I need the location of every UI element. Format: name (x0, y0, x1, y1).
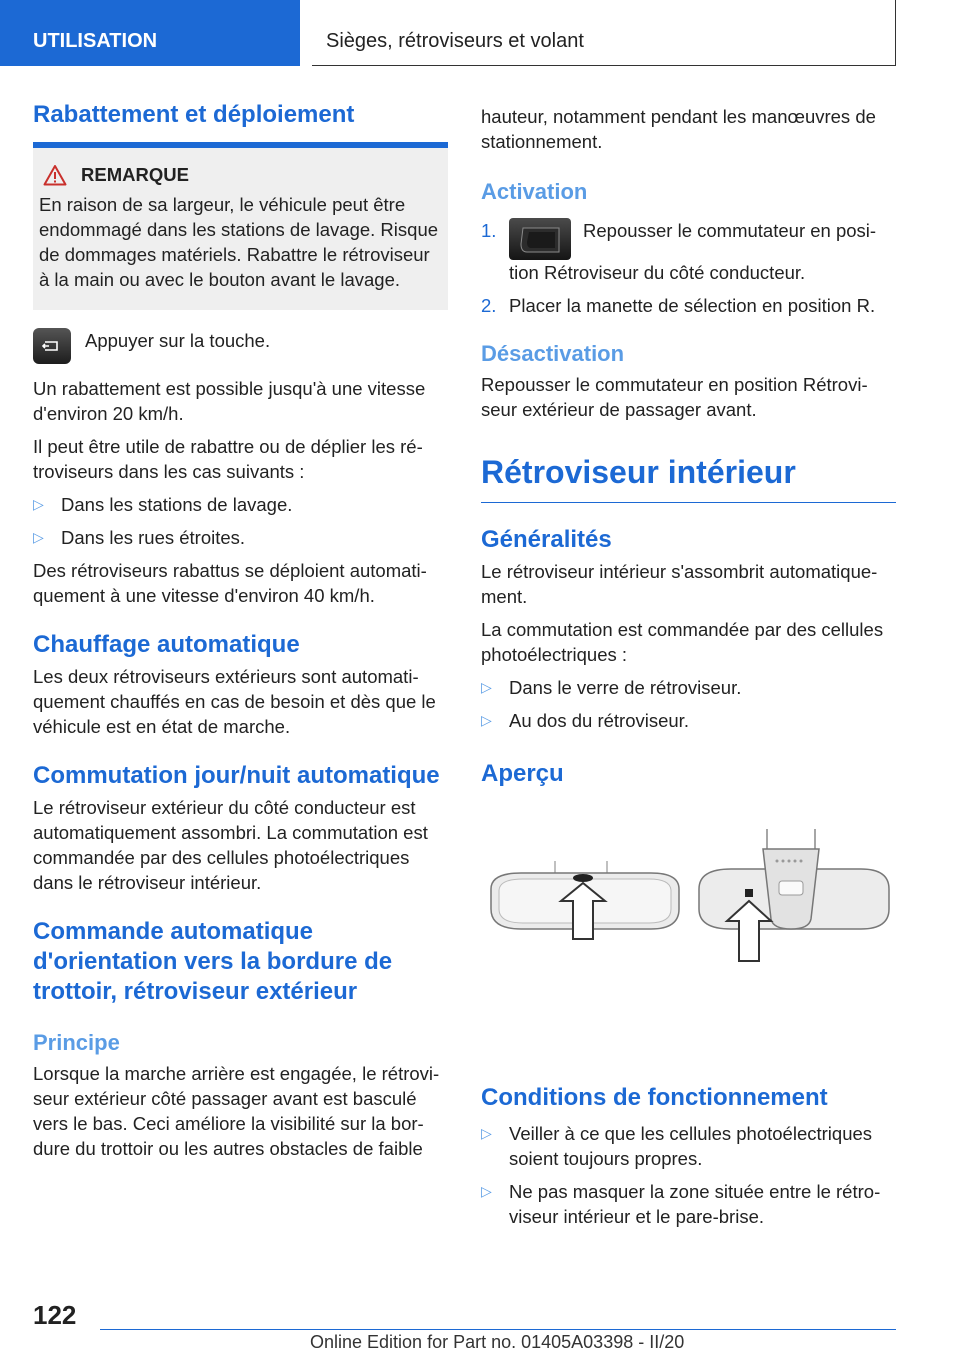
heading-curb: Commande automatique d'orientation vers la bordure de trottoir, rétroviseur extérieur (33, 918, 393, 1005)
triangle-bullet-icon: ▷ (481, 1183, 492, 1199)
step-number: 1. (481, 220, 497, 241)
paragraph: Lorsque la marche arrière est engagée, le rétroviseur extérieur côté passager avant est basculé vers le bas. Ceci améliore la visibilité sur la bordure du trottoir ou les autres obstacles de faible (33, 1063, 440, 1159)
step-number: 2. (481, 295, 497, 316)
heading-conditions: Conditions de fonctionnement (481, 1084, 828, 1111)
paragraph: La commutation est commandée par des cellules photoélectriques : (481, 619, 884, 665)
list-item (33, 525, 448, 550)
list-item-text: Dans les rues étroites. (61, 527, 246, 548)
header-divider (302, 0, 304, 66)
section-tab: UTILISATION (0, 0, 300, 66)
list-item (481, 218, 896, 285)
triangle-bullet-icon: ▷ (33, 496, 44, 512)
list-item-text: Veiller à ce que les cellules photoélectriques soient toujours propres. (509, 1123, 873, 1169)
right-column (481, 104, 896, 1229)
paragraph: Le rétroviseur intérieur s'assombrit automatiquement. (481, 561, 878, 607)
paragraph: Repousser le commutateur en position Rétroviseur extérieur de passager avant. (481, 374, 868, 420)
list-item-text: Dans les stations de lavage. (61, 494, 293, 515)
heading-overview: Aperçu (481, 760, 564, 787)
left-column (33, 100, 448, 1161)
paragraph: Le rétroviseur extérieur du côté conducteur est automatiquement assombri. La commutation est commandée par des cellules photoélectriques dans le rétroviseur intérieur. (33, 797, 428, 893)
edition-text: Online Edition for Part no. 01405A03398 - II/20 (310, 1332, 685, 1352)
footer-rule (100, 1329, 896, 1330)
list-item-text (509, 218, 896, 285)
paragraph: hauteur, notamment pendant les manœuvres de stationnement. (481, 106, 876, 152)
paragraph: Les deux rétroviseurs extérieurs sont automatiquement chauffés en cas de besoin et dès que le véhicule est en état de marche. (33, 666, 436, 737)
list-item-text: Dans le verre de rétroviseur. (509, 677, 742, 698)
heading-deactivation: Désactivation (481, 341, 625, 366)
mirror-switch-icon (509, 218, 571, 260)
list-item-text: Placer la manette de sélection en position R. (509, 295, 876, 316)
note-box (33, 148, 448, 310)
warning-triangle-icon (43, 164, 67, 186)
heading-rule (481, 502, 896, 503)
page-number: 122 (33, 1300, 77, 1330)
note-header (43, 164, 440, 186)
list-item (481, 1121, 896, 1171)
note-title: REMARQUE (81, 164, 189, 185)
triangle-bullet-icon: ▷ (33, 529, 44, 545)
note-text: En raison de sa largeur, le véhicule peut être endommagé dans les stations de lavage. Risque de dommages matériels. Rabattre le rétroviseur à la main ou avec le bouton avant le lavage. (39, 194, 439, 290)
heading-principle: Principe (33, 1030, 120, 1055)
list-item (481, 1179, 896, 1229)
heading-heating: Chauffage automatique (33, 631, 300, 658)
step-text: Repousser le commutateur en position Rétroviseur du côté conducteur. (509, 220, 877, 283)
list-item (481, 708, 896, 733)
heading-inner-mirror: Rétroviseur intérieur (481, 454, 796, 490)
heading-day-night: Commutation jour/nuit automatique (33, 762, 440, 789)
paragraph: Des rétroviseurs rabattus se déploient automatiquement à une vitesse d'environ 40 km/h. (33, 560, 427, 606)
triangle-bullet-icon: ▷ (481, 712, 492, 728)
heading-activation: Activation (481, 179, 588, 204)
list-item-text: Au dos du rétroviseur. (509, 710, 689, 731)
triangle-bullet-icon: ▷ (481, 1125, 492, 1141)
heading-fold: Rabattement et déploiement (33, 101, 355, 128)
mirror-fold-button-icon (33, 328, 71, 364)
heading-general: Généralités (481, 526, 612, 553)
list-item (33, 492, 448, 517)
list-item-text: Ne pas masquer la zone située entre le rétroviseur intérieur et le pare-brise. (509, 1181, 881, 1227)
chapter-title: Sièges, rétroviseurs et volant (312, 0, 896, 66)
paragraph: Il peut être utile de rabattre ou de déplier les rétroviseurs dans les cas suivants : (33, 436, 423, 482)
list-item (481, 293, 896, 318)
mirror-illustration (481, 829, 896, 999)
press-key-row (33, 328, 448, 364)
paragraph: Un rabattement est possible jusqu'à une vitesse d'environ 20 km/h. (33, 378, 426, 424)
press-key-text: Appuyer sur la touche. (85, 330, 271, 351)
page-header (0, 0, 960, 66)
list-item (481, 675, 896, 700)
triangle-bullet-icon: ▷ (481, 679, 492, 695)
